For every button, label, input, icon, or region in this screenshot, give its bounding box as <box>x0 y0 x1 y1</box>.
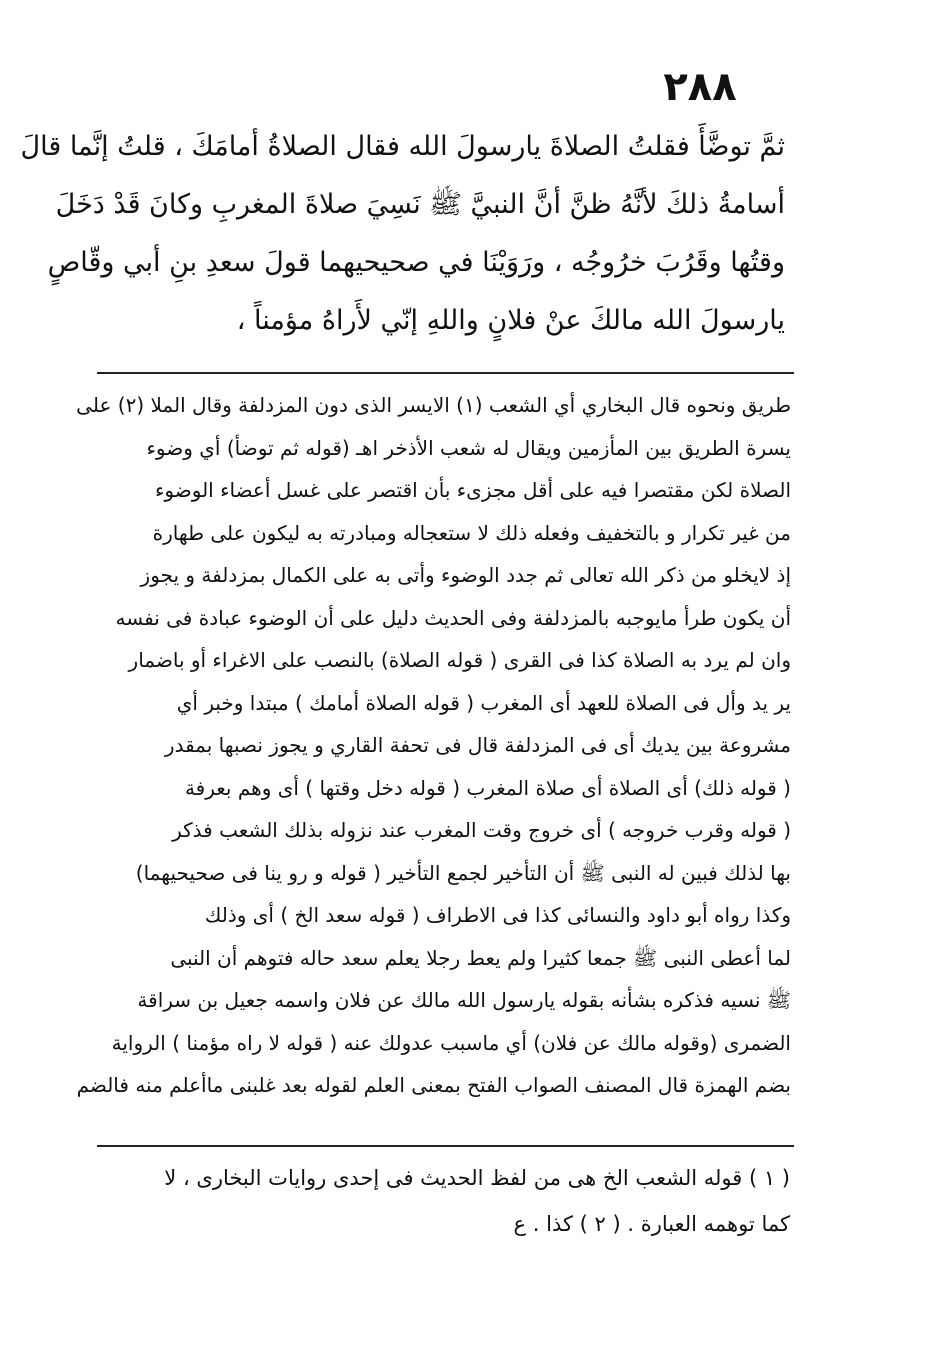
commentary-line: ير يد وأل فى الصلاة للعهد أى المغرب ( قوله الصلاة أمامك ) مبتدا وخبر أي <box>176 690 791 715</box>
footnotes-block <box>164 1155 790 1247</box>
commentary-line: وان لم يرد به الصلاة كذا فى القرى ( قوله الصلاة) بالنصب على الاغراء أو باضمار <box>128 648 791 672</box>
commentary-line: بها لذلك فبين له النبى ﷺ أن التأخير لجمع التأخير ( قوله و رو ينا فى صحيحيهما) <box>135 860 791 885</box>
main-text-line: ثمَّ توضَّأَ فقلتُ الصلاةَ يارسولَ الله فقال الصلاةُ أمامَكَ ، قلتُ إنَّما قالَ <box>20 131 785 162</box>
commentary-line: أن يكون طرأ مايوجبه بالمزدلفة وفى الحديث دليل على أن الوضوء عبادة فى نفسه <box>115 605 791 630</box>
commentary-line: يسرة الطريق بين المأزمين ويقال له شعب الأذخر اهـ (قوله ثم توضأ) أي وضوء <box>146 435 791 460</box>
commentary-line: من غير تكرار و بالتخفيف وفعله ذلك لا ستعجاله ومبادرته به ليكون على طهارة <box>152 520 791 545</box>
footnote-line: ( ١ ) قوله الشعب الخ هى من لفظ الحديث فى إحدى روايات البخارى ، لا <box>164 1166 790 1190</box>
page-number: ٢٨٨ <box>663 64 737 110</box>
commentary-line: وكذا رواه أبو داود والنسائى كذا فى الاطراف ( قوله سعد الخ ) أى وذلك <box>204 903 791 927</box>
main-text-line: وقتُها وقَرُبَ خرُوجُه ، ورَوَيْنَا في صحيحيهما قولَ سعدِ بنِ أبي وقّاصٍ <box>47 247 785 278</box>
main-text-line: يارسولَ الله مالكَ عنْ فلانٍ واللهِ إنّي لأَراهُ مؤمناً ، <box>236 305 785 336</box>
commentary-line: ﷺ نسيه فذكره بشأنه بقوله يارسول الله مالك عن فلان واسمه جعيل بن سراقة <box>137 988 791 1012</box>
main-text-line: أسامةُ ذلكَ لأنَّهُ ظنَّ أنَّ النبيَّ ﷺ نَسِيَ صلاةَ المغربِ وكانَ قَدْ دَخَلَ <box>55 189 785 220</box>
commentary-line: طريق ونحوه قال البخاري أي الشعب (١) الايسر الذى دون المزدلفة وقال الملا (٢) على <box>76 393 791 417</box>
commentary-line: الصلاة لكن مقتصرا فيه على أقل مجزىء بأن اقتصر على غسل أعضاء الوضوء <box>155 478 791 502</box>
main-text-block <box>20 118 785 350</box>
commentary-line: مشروعة بين يديك أى فى المزدلفة قال فى تحفة القاري و يجوز نصبها بمقدر <box>164 733 791 757</box>
commentary-line: لما أعطى النبى ﷺ جمعا كثيرا ولم يعط رجلا يعلم سعد حاله فتوهم أن النبى <box>170 945 791 970</box>
footnote-divider <box>97 1145 794 1147</box>
commentary-line: ( قوله وقرب خروجه ) أى خروج وقت المغرب عند نزوله بذلك الشعب فذكر <box>172 818 791 842</box>
commentary-line: الضمرى (وقوله مالك عن فلان) أي ماسبب عدولك عنه ( قوله لا راه مؤمنا ) الرواية <box>111 1030 791 1055</box>
commentary-line: ( قوله ذلك) أى الصلاة أى صلاة المغرب ( قوله دخل وقتها ) أى وهم بعرفة <box>184 775 791 800</box>
commentary-line: إذ لايخلو من ذكر الله تعالى ثم جدد الوضوء وأتى به على الكمال بمزدلفة و يجوز <box>140 563 791 587</box>
top-divider <box>97 372 794 374</box>
commentary-line: بضم الهمزة قال المصنف الصواب الفتح بمعنى العلم لقوله بعد غلبنى ماأعلم منه فالضم <box>76 1073 791 1097</box>
footnote-line: كما توهمه العبارة . ( ٢ ) كذا . ع <box>513 1212 790 1236</box>
commentary-block <box>76 384 791 1107</box>
